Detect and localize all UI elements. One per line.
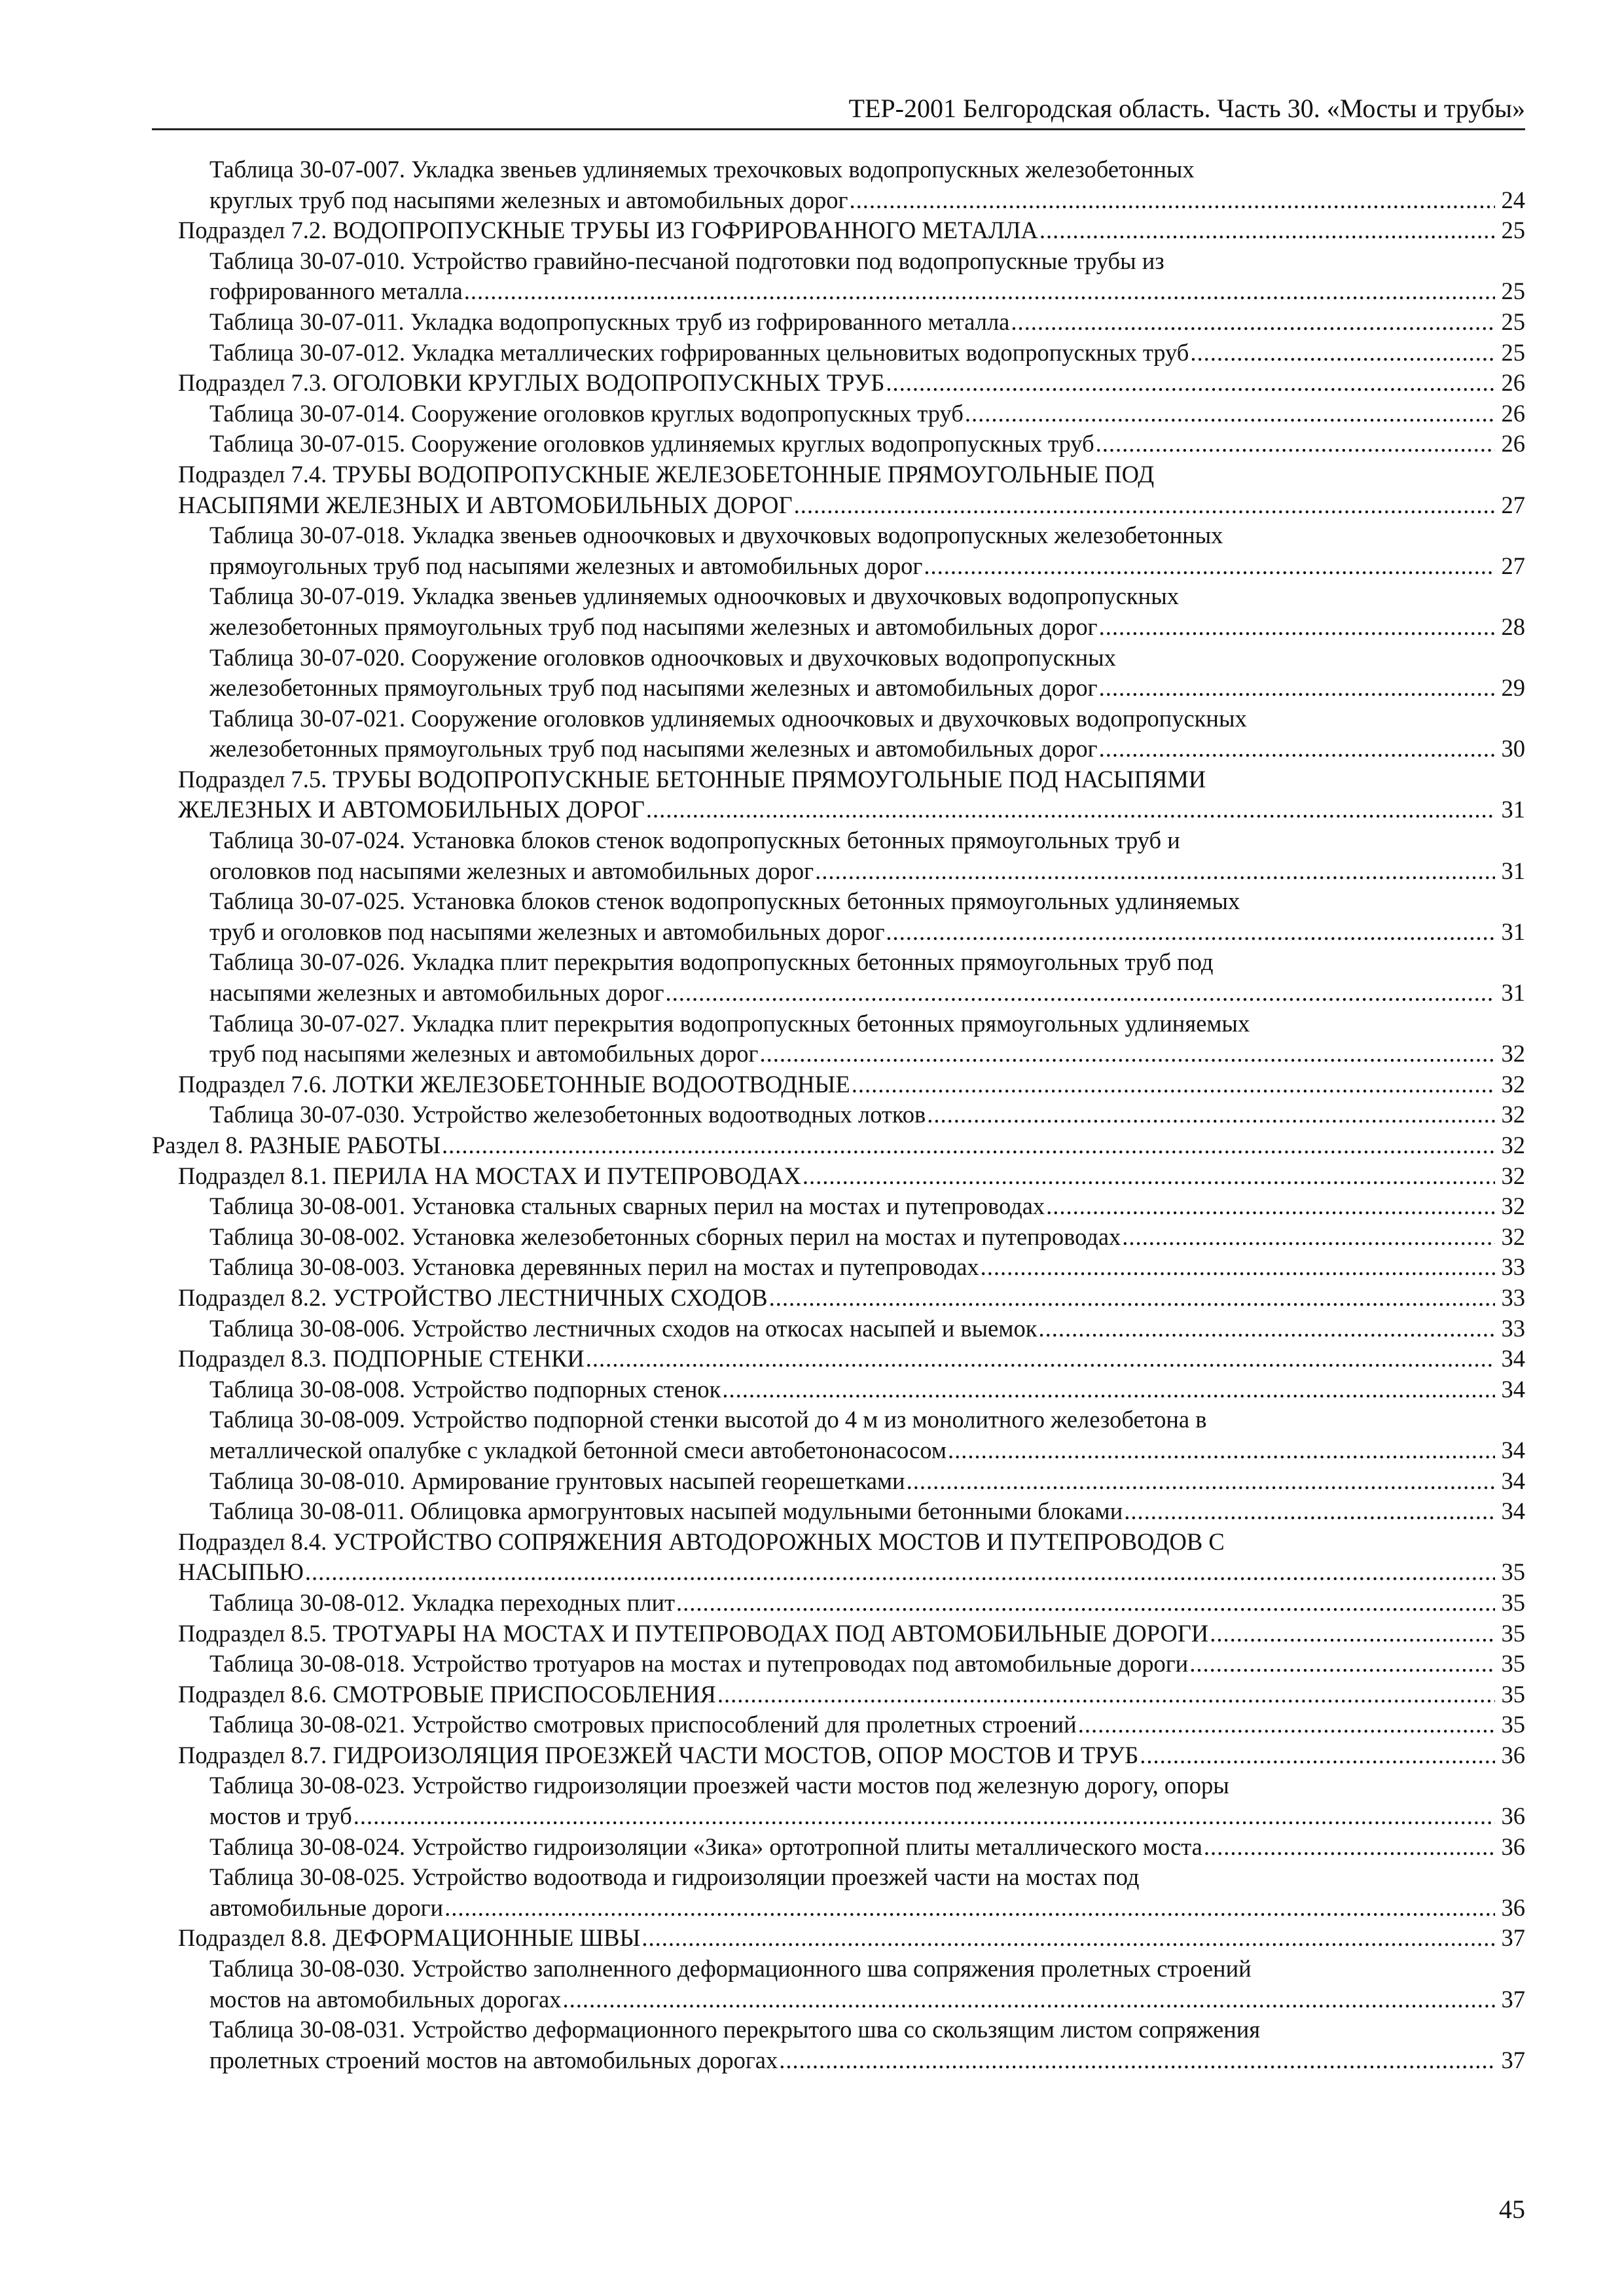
dot-leader (1124, 1496, 1495, 1527)
toc-entry-text: мостов и труб (209, 1803, 352, 1830)
toc-entry-line (209, 429, 1525, 459)
toc-page-number: 32 (1501, 1070, 1525, 1098)
toc-entry-text: Таблица 30-07-020. Сооружение оголовков одноочковых и двухочковых водопропускных (209, 643, 1116, 671)
toc-table-entry[interactable] (152, 1191, 1525, 1222)
toc-entry-text: Таблица 30-08-011. Облицовка армогрунтовых насыпей модульными бетонными блоками (209, 1498, 1123, 1525)
dot-leader (981, 1252, 1495, 1283)
toc-table-entry[interactable] (152, 520, 1525, 581)
toc-subsection-entry[interactable] (152, 1740, 1525, 1771)
dot-leader (886, 917, 1495, 948)
toc-table-entry[interactable] (152, 1588, 1525, 1619)
toc-page-number: 34 (1501, 1375, 1525, 1403)
dot-leader (927, 1100, 1495, 1130)
toc-entry-line (209, 612, 1525, 643)
toc-entry-text: Таблица 30-08-030. Устройство заполненного деформационного шва сопряжения пролетных строений (209, 1955, 1252, 1982)
dot-leader (305, 1557, 1495, 1588)
dot-leader (442, 1130, 1495, 1161)
toc-subsection-entry[interactable] (152, 1527, 1525, 1588)
dot-leader (1099, 673, 1495, 704)
toc-page-number: 24 (1501, 186, 1525, 213)
toc-entry-text: Таблица 30-08-023. Устройство гидроизоляции проезжей части мостов под железную дорогу, опоры (209, 1772, 1229, 1799)
dot-leader (722, 1374, 1495, 1405)
toc-entry-text: Таблица 30-07-027. Укладка плит перекрытия водопропускных бетонных прямоугольных удлиняемых (209, 1009, 1250, 1037)
toc-entry-text: Таблица 30-08-031. Устройство деформационного перекрытого шва со скользящим листом сопряжения (209, 2016, 1261, 2043)
toc-entry-line (209, 978, 1525, 1009)
toc-table-entry[interactable] (152, 1374, 1525, 1405)
toc-entry-text: Таблица 30-08-001. Установка стальных сварных перил на мостах и путепроводах (209, 1193, 1045, 1220)
toc-entry-text: Таблица 30-08-012. Укладка переходных плит (209, 1588, 676, 1616)
toc-entry-line (178, 459, 1525, 490)
dot-leader (1190, 338, 1495, 368)
toc-entry-text: Таблица 30-07-010. Устройство гравийно-песчаной подготовки под водопропускные трубы из (209, 247, 1164, 274)
toc-entry-text: Таблица 30-07-011. Укладка водопропускных труб из гофрированного металла (209, 308, 1010, 335)
toc-entry-line (209, 673, 1525, 704)
dot-leader (1096, 429, 1495, 459)
toc-entry-line (209, 1954, 1525, 1984)
toc-page-number: 31 (1501, 796, 1525, 823)
toc-entry-text: НАСЫПЬЮ (178, 1558, 304, 1586)
toc-entry-line (209, 154, 1525, 185)
toc-entry-line (209, 307, 1525, 338)
toc-subsection-entry[interactable] (152, 215, 1525, 246)
dot-leader (1099, 734, 1495, 764)
toc-table-entry[interactable] (152, 338, 1525, 368)
toc-entry-text: Таблица 30-08-021. Устройство смотровых приспособлений для пролетных строений (209, 1711, 1077, 1738)
toc-page-number: 37 (1501, 1924, 1525, 1952)
dot-leader (769, 1283, 1495, 1314)
toc-entry-text: Таблица 30-07-012. Укладка металлических гофрированных цельновитых водопропускных труб (209, 338, 1189, 366)
toc-entry-line (178, 1527, 1525, 1558)
toc-table-entry[interactable] (152, 1954, 1525, 2015)
dot-leader (1039, 215, 1495, 246)
toc-table-entry[interactable] (152, 581, 1525, 642)
toc-subsection-entry[interactable] (152, 459, 1525, 520)
toc-page-number: 34 (1501, 1467, 1525, 1494)
toc-page-number: 32 (1501, 1223, 1525, 1250)
toc-entry-text: Подраздел 8.7. ГИДРОИЗОЛЯЦИЯ ПРОЕЗЖЕЙ ЧАСТИ МОСТОВ, ОПОР МОСТОВ И ТРУБ (178, 1741, 1139, 1768)
toc-entry-line (178, 1557, 1525, 1588)
toc-page-number: 34 (1501, 1436, 1525, 1463)
dot-leader (1189, 1649, 1495, 1679)
toc-page-number: 32 (1501, 1132, 1525, 1158)
toc-entry-line (209, 947, 1525, 978)
toc-entry-line (209, 1588, 1525, 1619)
dot-leader (464, 276, 1495, 307)
dot-leader (1140, 1740, 1495, 1771)
toc-table-entry[interactable] (152, 399, 1525, 429)
toc-subsection-entry[interactable] (152, 1344, 1525, 1374)
toc-entry-text: оголовков под насыпями железных и автомобильных дорог (209, 857, 814, 884)
toc-table-entry[interactable] (152, 1710, 1525, 1740)
toc-entry-line (209, 551, 1525, 582)
toc-entry-line (209, 1649, 1525, 1679)
toc-entry-text: Таблица 30-07-014. Сооружение оголовков круглых водопропускных труб (209, 399, 964, 427)
toc-entry-line (209, 1984, 1525, 2015)
toc-subsection-entry[interactable] (152, 1069, 1525, 1100)
dot-leader (641, 1923, 1495, 1954)
toc-entry-text: Таблица 30-07-021. Сооружение оголовков удлиняемых одноочковых и двухочковых водопропускных (209, 704, 1247, 732)
toc-subsection-entry[interactable] (152, 1619, 1525, 1649)
toc-entry-line (209, 1009, 1525, 1039)
toc-page-number: 32 (1501, 1101, 1525, 1128)
dot-leader (676, 1588, 1495, 1619)
toc-entry-line (178, 1740, 1525, 1771)
toc-table-entry[interactable] (152, 1832, 1525, 1863)
toc-page-number: 26 (1501, 369, 1525, 397)
toc-entry-text: гофрированного металла (209, 278, 463, 305)
toc-entry-line (209, 1039, 1525, 1069)
toc-page-number: 31 (1501, 918, 1525, 945)
toc-table-entry[interactable] (152, 2015, 1525, 2075)
toc-entry-text: ЖЕЛЕЗНЫХ И АВТОМОБИЛЬНЫХ ДОРОГ (178, 796, 645, 823)
toc-entry-line (209, 1435, 1525, 1466)
toc-page-number: 27 (1501, 552, 1525, 579)
toc-subsection-entry[interactable] (152, 764, 1525, 825)
toc-page-number: 34 (1501, 1345, 1525, 1372)
toc-entry-line (209, 886, 1525, 917)
toc-entry-line (209, 1801, 1525, 1832)
toc-entry-line (209, 704, 1525, 734)
toc-entry-text: железобетонных прямоугольных труб под насыпями железных и автомобильных дорог (209, 613, 1098, 640)
dot-leader (586, 1344, 1495, 1374)
toc-page-number: 36 (1501, 1833, 1525, 1860)
toc-entry-line (209, 1770, 1525, 1801)
toc-entry-text: Подраздел 7.5. ТРУБЫ ВОДОПРОПУСКНЫЕ БЕТОННЫЕ ПРЯМОУГОЛЬНЫЕ ПОД НАСЫПЯМИ (178, 765, 1206, 793)
toc-entry-line (209, 246, 1525, 277)
dot-leader (849, 185, 1495, 216)
toc-entry-text: Подраздел 8.1. ПЕРИЛА НА МОСТАХ И ПУТЕПРОВОДАХ (178, 1162, 801, 1189)
toc-page-number: 32 (1501, 1162, 1525, 1189)
dot-leader (646, 795, 1495, 825)
toc-page-number: 36 (1501, 1893, 1525, 1921)
toc-page-number: 32 (1501, 1193, 1525, 1220)
toc-entry-line (209, 276, 1525, 307)
toc-table-entry[interactable] (152, 947, 1525, 1008)
toc-page-number: 28 (1501, 613, 1525, 640)
toc-entry-line (209, 1496, 1525, 1527)
toc-page-number: 31 (1501, 979, 1525, 1007)
toc-entry-line (209, 1252, 1525, 1283)
toc-entry-line (209, 520, 1525, 551)
toc-entry-line (209, 338, 1525, 368)
toc-table-entry[interactable] (152, 704, 1525, 764)
dot-leader (815, 856, 1495, 887)
dot-leader (1078, 1710, 1495, 1740)
dot-leader (1046, 1191, 1495, 1222)
toc-entry-line (209, 1893, 1525, 1924)
toc-page-number: 30 (1501, 735, 1525, 762)
toc-entry-text: Подраздел 8.6. СМОТРОВЫЕ ПРИСПОСОБЛЕНИЯ (178, 1680, 716, 1708)
toc-entry-line (209, 581, 1525, 612)
toc-entry-line (209, 1466, 1525, 1497)
toc-entry-text: мостов на автомобильных дорогах (209, 1985, 562, 2013)
toc-entry-text: железобетонных прямоугольных труб под насыпями железных и автомобильных дорог (209, 735, 1098, 762)
toc-page-number: 25 (1501, 338, 1525, 366)
toc-page-number: 31 (1501, 857, 1525, 884)
toc-entry-line (209, 1710, 1525, 1740)
toc-subsection-entry[interactable] (152, 1679, 1525, 1710)
toc-entry-line (178, 490, 1525, 521)
dot-leader (907, 1466, 1495, 1497)
toc-page-number: 26 (1501, 430, 1525, 457)
toc-entry-text: Подраздел 7.2. ВОДОПРОПУСКНЫЕ ТРУБЫ ИЗ ГОФРИРОВАННОГО МЕТАЛЛА (178, 217, 1038, 244)
toc-table-entry[interactable] (152, 1496, 1525, 1527)
toc-entry-text: Таблица 30-08-010. Армирование грунтовых насыпей георешетками (209, 1467, 905, 1494)
toc-table-entry[interactable] (152, 643, 1525, 704)
toc-entry-line (209, 856, 1525, 887)
toc-entry-line (178, 1923, 1525, 1954)
toc-table-entry[interactable] (152, 1252, 1525, 1283)
dot-leader (665, 978, 1495, 1009)
toc-table-entry[interactable] (152, 1100, 1525, 1130)
page-header: ТЕР-2001 Белгородская область. Часть 30. «Мосты и трубы» (848, 94, 1525, 123)
toc-entry-text: Раздел 8. РАЗНЫЕ РАБОТЫ (152, 1132, 441, 1158)
toc-entry-text: Таблица 30-07-024. Установка блоков стенок водопропускных бетонных прямоугольных труб и (209, 827, 1180, 854)
toc-entry-line (209, 1191, 1525, 1222)
toc-entry-line (209, 1100, 1525, 1130)
toc-entry-line (209, 1314, 1525, 1344)
dot-leader (1210, 1619, 1495, 1649)
toc-page-number: 36 (1501, 1741, 1525, 1768)
toc-entry-line (209, 734, 1525, 764)
toc-table-entry[interactable] (152, 246, 1525, 307)
toc-page-number: 26 (1501, 399, 1525, 427)
toc-entry-line (209, 1405, 1525, 1435)
toc-entry-text: Подраздел 7.6. ЛОТКИ ЖЕЛЕЗОБЕТОННЫЕ ВОДООТВОДНЫЕ (178, 1070, 850, 1098)
toc-entry-text: Таблица 30-07-025. Установка блоков стенок водопропускных бетонных прямоугольных удлиняемых (209, 888, 1240, 915)
toc-entry-text: Таблица 30-08-025. Устройство водоотвода и гидроизоляции проезжей части на мостах под (209, 1863, 1140, 1891)
toc-subsection-entry[interactable] (152, 1283, 1525, 1314)
toc-entry-line (209, 1832, 1525, 1863)
dot-leader (779, 2045, 1495, 2076)
toc-table-entry[interactable] (152, 1405, 1525, 1465)
toc-entry-text: Таблица 30-07-026. Укладка плит перекрытия водопропускных бетонных прямоугольных труб под (209, 948, 1214, 976)
toc-entry-text: железобетонных прямоугольных труб под насыпями железных и автомобильных дорог (209, 674, 1098, 702)
dot-leader (1204, 1832, 1495, 1863)
toc-entry-line (178, 764, 1525, 795)
toc-entry-text: труб под насыпями железных и автомобильных дорог (209, 1040, 759, 1067)
toc-entry-line (178, 368, 1525, 399)
toc-table-entry[interactable] (152, 429, 1525, 459)
toc-table-entry[interactable] (152, 825, 1525, 886)
toc-page-number: 25 (1501, 308, 1525, 335)
dot-leader (353, 1801, 1495, 1832)
toc-page-number: 36 (1501, 1803, 1525, 1830)
toc-entry-line (178, 1069, 1525, 1100)
toc-entry-line (209, 399, 1525, 429)
toc-entry-line (209, 2045, 1525, 2076)
toc-page-number: 35 (1501, 1650, 1525, 1677)
toc-entry-text: НАСЫПЯМИ ЖЕЛЕЗНЫХ И АВТОМОБИЛЬНЫХ ДОРОГ (178, 491, 793, 518)
toc-entry-text: Таблица 30-07-018. Укладка звеньев одноочковых и двухочковых водопропускных железобетонных (209, 522, 1223, 549)
toc-entry-line (178, 1679, 1525, 1710)
toc-table-entry[interactable] (152, 154, 1525, 215)
toc-page-number: 35 (1501, 1680, 1525, 1708)
toc-entry-text: автомобильные дороги (209, 1893, 444, 1921)
dot-leader (444, 1893, 1495, 1924)
dot-leader (1099, 612, 1495, 643)
toc-entry-line (209, 1374, 1525, 1405)
toc-subsection-entry[interactable] (152, 1923, 1525, 1954)
dot-leader (562, 1984, 1495, 2015)
dot-leader (759, 1039, 1495, 1069)
toc-entry-text: металлической опалубке с укладкой бетонной смеси автобетононасосом (209, 1436, 947, 1463)
toc-entry-line (209, 1862, 1525, 1893)
toc-page-number: 35 (1501, 1588, 1525, 1616)
toc-entry-text: Таблица 30-08-006. Устройство лестничных сходов на откосах насыпей и выемок (209, 1314, 1038, 1342)
dot-leader (717, 1679, 1495, 1710)
toc-page-number: 35 (1501, 1711, 1525, 1738)
toc-entry-text: Подраздел 8.3. ПОДПОРНЫЕ СТЕНКИ (178, 1345, 585, 1372)
toc-page-number: 33 (1501, 1314, 1525, 1342)
toc-page-number: 33 (1501, 1283, 1525, 1311)
toc-entry-text: Подраздел 7.4. ТРУБЫ ВОДОПРОПУСКНЫЕ ЖЕЛЕЗОБЕТОННЫЕ ПРЯМОУГОЛЬНЫЕ ПОД (178, 460, 1155, 488)
dot-leader (965, 399, 1495, 429)
toc-page-number: 35 (1501, 1558, 1525, 1586)
toc-page-number: 37 (1501, 2046, 1525, 2073)
toc-entry-text: насыпями железных и автомобильных дорог (209, 979, 664, 1007)
dot-leader (852, 1069, 1495, 1100)
toc-entry-line (209, 2015, 1525, 2045)
toc-entry-line (178, 215, 1525, 246)
toc-entry-text: прямоугольных труб под насыпями железных и автомобильных дорог (209, 552, 923, 579)
toc-entry-text: круглых труб под насыпями железных и автомобильных дорог (209, 186, 848, 213)
toc-entry-text: Таблица 30-08-024. Устройство гидроизоляции «Зика» ортотропной плиты металлического моста (209, 1833, 1202, 1860)
toc-entry-line (209, 825, 1525, 856)
toc-subsection-entry[interactable] (152, 1161, 1525, 1192)
table-of-contents (152, 154, 1525, 2075)
toc-page-number: 32 (1501, 1040, 1525, 1067)
toc-entry-line (209, 643, 1525, 673)
dot-leader (948, 1435, 1495, 1466)
toc-page-number: 25 (1501, 278, 1525, 305)
toc-entry-text: Подраздел 8.5. ТРОТУАРЫ НА МОСТАХ И ПУТЕПРОВОДАХ ПОД АВТОМОБИЛЬНЫЕ ДОРОГИ (178, 1619, 1209, 1647)
dot-leader (1122, 1222, 1495, 1253)
dot-leader (803, 1161, 1495, 1192)
toc-table-entry[interactable] (152, 1314, 1525, 1344)
toc-entry-line (178, 795, 1525, 825)
toc-entry-text: Таблица 30-08-008. Устройство подпорных стенок (209, 1375, 721, 1403)
toc-entry-text: Подраздел 8.2. УСТРОЙСТВО ЛЕСТНИЧНЫХ СХОДОВ (178, 1283, 768, 1311)
toc-entry-line (209, 1222, 1525, 1253)
header-rule (152, 128, 1525, 130)
toc-entry-text: Таблица 30-08-009. Устройство подпорной стенки высотой до 4 м из монолитного железобетона в (209, 1406, 1207, 1433)
toc-entry-line (152, 1130, 1525, 1161)
toc-entry-line (178, 1619, 1525, 1649)
toc-entry-text: труб и оголовков под насыпями железных и автомобильных дорог (209, 918, 885, 945)
toc-table-entry[interactable] (152, 886, 1525, 947)
toc-page-number: 27 (1501, 491, 1525, 518)
toc-entry-line (178, 1344, 1525, 1374)
toc-page-number: 35 (1501, 1619, 1525, 1647)
toc-page-number: 34 (1501, 1498, 1525, 1525)
dot-leader (886, 368, 1495, 399)
toc-entry-text: Таблица 30-08-018. Устройство тротуаров на мостах и путепроводах под автомобильные дороги (209, 1650, 1189, 1677)
toc-table-entry[interactable] (152, 1222, 1525, 1253)
dot-leader (794, 490, 1495, 521)
toc-table-entry[interactable] (152, 1862, 1525, 1923)
toc-entry-line (178, 1283, 1525, 1314)
page-number: 45 (1499, 2195, 1525, 2224)
toc-entry-line (178, 1161, 1525, 1192)
dot-leader (1038, 1314, 1495, 1344)
toc-table-entry[interactable] (152, 1009, 1525, 1069)
dot-leader (1011, 307, 1495, 338)
toc-entry-text: Таблица 30-07-007. Укладка звеньев удлиняемых трехочковых водопропускных железобетонных (209, 156, 1195, 183)
toc-page-number: 29 (1501, 674, 1525, 702)
toc-entry-text: пролетных строений мостов на автомобильных дорогах (209, 2046, 778, 2073)
toc-page-number: 25 (1501, 217, 1525, 244)
toc-entry-text: Таблица 30-07-030. Устройство железобетонных водоотводных лотков (209, 1101, 926, 1128)
toc-table-entry[interactable] (152, 1466, 1525, 1497)
toc-page-number: 33 (1501, 1253, 1525, 1281)
dot-leader (924, 551, 1495, 582)
toc-entry-text: Подраздел 8.8. ДЕФОРМАЦИОННЫЕ ШВЫ (178, 1924, 641, 1952)
toc-subsection-entry[interactable] (152, 368, 1525, 399)
toc-section-entry[interactable] (152, 1130, 1525, 1161)
toc-entry-text: Подраздел 8.4. УСТРОЙСТВО СОПРЯЖЕНИЯ АВТОДОРОЖНЫХ МОСТОВ И ПУТЕПРОВОДОВ С (178, 1528, 1225, 1555)
toc-entry-text: Таблица 30-08-002. Установка железобетонных сборных перил на мостах и путепроводах (209, 1223, 1121, 1250)
toc-entry-line (209, 917, 1525, 948)
toc-table-entry[interactable] (152, 307, 1525, 338)
toc-table-entry[interactable] (152, 1770, 1525, 1831)
toc-entry-text: Таблица 30-07-019. Укладка звеньев удлиняемых одноочковых и двухочковых водопропускных (209, 583, 1179, 610)
toc-entry-line (209, 185, 1525, 216)
toc-entry-text: Подраздел 7.3. ОГОЛОВКИ КРУГЛЫХ ВОДОПРОПУСКНЫХ ТРУБ (178, 369, 885, 397)
toc-table-entry[interactable] (152, 1649, 1525, 1679)
toc-entry-text: Таблица 30-08-003. Установка деревянных перил на мостах и путепроводах (209, 1253, 979, 1281)
toc-entry-text: Таблица 30-07-015. Сооружение оголовков удлиняемых круглых водопропускных труб (209, 430, 1094, 457)
toc-page-number: 37 (1501, 1985, 1525, 2013)
